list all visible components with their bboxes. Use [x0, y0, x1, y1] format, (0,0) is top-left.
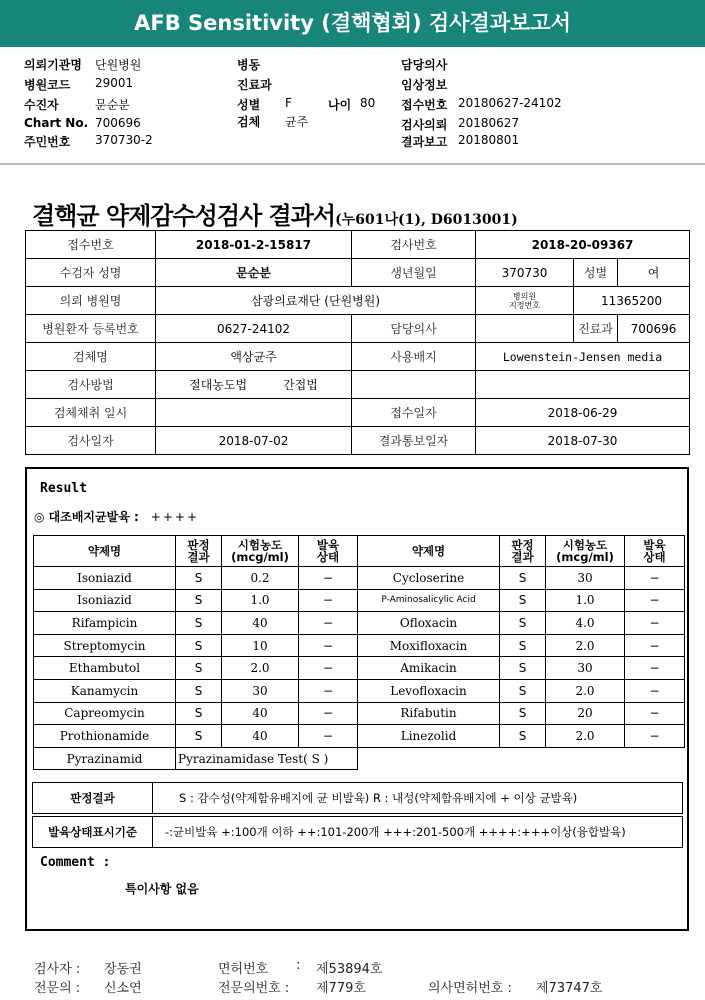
info-label: 진료과	[237, 78, 272, 92]
table-row	[34, 725, 685, 748]
document-title-text: 결핵균 약제감수성검사 결과서	[32, 201, 336, 230]
table-row	[34, 589, 685, 612]
table-row	[26, 427, 690, 455]
info-label: 접수번호	[401, 98, 448, 112]
info-label: 병원코드	[24, 78, 71, 92]
drug-name: Isoniazid	[34, 567, 176, 590]
patient-name: 문순분	[156, 259, 352, 287]
judge-result: S	[176, 567, 222, 590]
info-row	[24, 96, 130, 113]
tester-name: 장동권	[104, 962, 142, 977]
table-row	[34, 747, 685, 770]
drug-table	[33, 535, 685, 770]
drug-name: Ethambutol	[34, 657, 176, 680]
document-title	[32, 196, 518, 231]
license-label: 면허번호	[218, 962, 269, 977]
hospital-no-label-2: 지정번호	[509, 300, 540, 310]
judge-result: S	[500, 634, 546, 657]
medium-label: 사용배지	[352, 343, 476, 371]
drug-name: Capreomycin	[34, 702, 176, 725]
info-value: 20180801	[458, 133, 520, 147]
growth-state: −	[625, 589, 685, 612]
header-judge-2: 결과	[187, 550, 210, 564]
test-concentration: 40	[222, 612, 299, 635]
control-label: ◎ 대조배지균발육 :	[34, 510, 139, 524]
test-concentration: 2.0	[546, 725, 625, 748]
header-conc-1: 시험농도	[237, 538, 283, 552]
table-row	[33, 817, 683, 848]
table-row	[34, 679, 685, 702]
hospital-no-label	[476, 287, 574, 315]
growth-state: −	[625, 567, 685, 590]
drug-name: Moxifloxacin	[358, 634, 500, 657]
info-value: 370730-2	[95, 133, 153, 147]
info-label: Chart No.	[24, 116, 89, 130]
drug-name: P-Aminosalicylic Acid	[358, 589, 500, 612]
dob-label: 생년월일	[352, 259, 476, 287]
table-row	[26, 315, 690, 343]
header-judge	[500, 536, 546, 567]
header-judge-2: 결과	[511, 550, 534, 564]
legend-table	[32, 782, 683, 848]
drug-name: Rifampicin	[34, 612, 176, 635]
growth-state: −	[625, 634, 685, 657]
drug-name: Ofloxacin	[358, 612, 500, 635]
header-growth-2: 상태	[316, 550, 340, 564]
sex-label: 성별	[574, 259, 618, 287]
info-label: 검사의뢰	[401, 118, 448, 132]
age-value: 80	[360, 96, 376, 110]
header-growth	[625, 536, 685, 567]
growth-legend-label: 발육상태표시기준	[33, 817, 153, 848]
method-2: 간접법	[283, 378, 318, 392]
info-row	[401, 116, 520, 133]
growth-state: −	[625, 725, 685, 748]
judge-result: S	[176, 634, 222, 657]
info-value: 20180627	[458, 116, 520, 130]
hospital-label: 의뢰 병원명	[26, 287, 156, 315]
info-row	[401, 76, 447, 93]
hospital-name: 삼광의료재단 (단원병원)	[156, 287, 476, 315]
judge-result: S	[176, 702, 222, 725]
notify-date: 2018-07-30	[476, 427, 690, 455]
header-judge-1: 판정	[511, 538, 534, 552]
judge-result: S	[500, 657, 546, 680]
judge-result: S	[176, 725, 222, 748]
drug-name: Kanamycin	[34, 679, 176, 702]
doctor-license-label: 의사면허번호 :	[428, 981, 512, 996]
info-label: 수진자	[24, 98, 59, 112]
specimen: 액상균주	[156, 343, 352, 371]
header-conc-2: (mcg/ml)	[556, 550, 614, 564]
header-growth	[299, 536, 358, 567]
growth-state: −	[299, 702, 358, 725]
test-concentration: 10	[222, 634, 299, 657]
comment-label: Comment :	[40, 855, 111, 870]
info-row	[401, 56, 447, 73]
info-label: 담당의사	[401, 58, 448, 72]
info-label: 의뢰기관명	[24, 58, 82, 72]
table-row	[26, 259, 690, 287]
test-concentration: 4.0	[546, 612, 625, 635]
patient-info-table	[25, 230, 690, 455]
test-concentration: 2.0	[546, 679, 625, 702]
growth-state: −	[299, 634, 358, 657]
info-label: 결과보고	[401, 135, 448, 149]
drug-name: Linezolid	[358, 725, 500, 748]
table-row	[34, 567, 685, 590]
specialist-no-label: 전문의번호 :	[218, 981, 290, 996]
info-value: 문순분	[95, 98, 130, 112]
table-row	[26, 287, 690, 315]
license-no: 제53894호	[316, 962, 383, 977]
judge-result: S	[500, 589, 546, 612]
info-value: 700696	[95, 116, 141, 130]
hospital-no-label-1: 병의원	[512, 291, 537, 301]
test-concentration: 30	[222, 679, 299, 702]
drug-name: Amikacin	[358, 657, 500, 680]
growth-state: −	[625, 679, 685, 702]
test-date: 2018-07-02	[156, 427, 352, 455]
test-concentration: 40	[222, 702, 299, 725]
growth-state: −	[299, 679, 358, 702]
growth-state: −	[299, 612, 358, 635]
result-label: Result	[40, 481, 87, 496]
patient-no: 0627-24102	[156, 315, 352, 343]
doctor-license-no: 제73747호	[536, 981, 603, 996]
header-growth-1: 발육	[316, 538, 340, 552]
dob: 370730	[476, 259, 574, 287]
pza-test: Pyrazinamidase Test( S )	[176, 747, 358, 770]
growth-state: −	[625, 612, 685, 635]
growth-state: −	[299, 589, 358, 612]
info-label: 임상정보	[401, 78, 448, 92]
drug-name: Rifabutin	[358, 702, 500, 725]
specialist-name: 신소연	[104, 981, 142, 996]
growth-legend-text: -:균비발육 +:100개 이하 ++:101-200개 +++:201-500개 ++++:+++이상(융합발육)	[153, 817, 683, 848]
empty-cell	[476, 371, 690, 399]
specialist-no: 제779호	[316, 981, 366, 996]
doctor-label: 담당의사	[352, 315, 476, 343]
age-row	[328, 96, 376, 113]
judge-result: S	[500, 679, 546, 702]
test-concentration: 0.2	[222, 567, 299, 590]
growth-state: −	[299, 657, 358, 680]
info-row	[401, 96, 562, 113]
notify-label: 결과통보일자	[352, 427, 476, 455]
license-colon: :	[296, 958, 301, 973]
name-label: 수검자 성명	[26, 259, 156, 287]
drug-name: Cycloserine	[358, 567, 500, 590]
test-concentration: 1.0	[222, 589, 299, 612]
drug-name: Levofloxacin	[358, 679, 500, 702]
test-concentration: 40	[222, 725, 299, 748]
info-value: 균주	[285, 115, 309, 129]
drug-name: Streptomycin	[34, 634, 176, 657]
header-growth-1: 발육	[643, 538, 666, 552]
received-label: 접수일자	[352, 399, 476, 427]
test-concentration: 2.0	[546, 634, 625, 657]
test-concentration: 1.0	[546, 589, 625, 612]
table-row	[34, 702, 685, 725]
table-row	[26, 231, 690, 259]
info-value: 20180627-24102	[458, 96, 562, 110]
received-date: 2018-06-29	[476, 399, 690, 427]
table-row	[26, 343, 690, 371]
header-growth-2: 상태	[643, 550, 666, 564]
table-row	[34, 657, 685, 680]
empty-cell	[352, 371, 476, 399]
growth-state: −	[299, 567, 358, 590]
info-row	[237, 76, 272, 93]
info-label: 병동	[237, 58, 261, 72]
medium: Lowenstein-Jensen media	[476, 343, 690, 371]
judge-result: S	[176, 679, 222, 702]
test-concentration: 2.0	[222, 657, 299, 680]
age-label: 나이	[328, 98, 352, 112]
info-value: 29001	[95, 76, 134, 90]
test-concentration: 20	[546, 702, 625, 725]
method-label: 검사방법	[26, 371, 156, 399]
empty-cell	[358, 747, 685, 770]
judge-result: S	[176, 612, 222, 635]
info-row	[24, 56, 142, 73]
header-drug: 약제명	[358, 536, 500, 567]
info-row	[237, 113, 309, 130]
header-conc-2: (mcg/ml)	[231, 550, 289, 564]
dept: 700696	[618, 315, 690, 343]
growth-state: −	[625, 657, 685, 680]
method	[156, 371, 352, 399]
judge-legend-label: 판정결과	[33, 783, 153, 814]
info-row	[237, 56, 260, 73]
judge-result: S	[176, 589, 222, 612]
hospital-no: 11365200	[574, 287, 690, 315]
report-title: AFB Sensitivity (결핵협회) 검사결과보고서	[134, 11, 571, 35]
drug-name: Pyrazinamid	[34, 747, 176, 770]
info-row	[237, 96, 292, 113]
judge-legend-text: S : 감수성(약제함유배지에 균 비발육) R : 내성(약제함유배지에 + 이상 균발육)	[153, 783, 683, 814]
judge-result: S	[500, 612, 546, 635]
test-no-label: 검사번호	[352, 231, 476, 259]
tester-label: 검사자 :	[34, 962, 81, 977]
specialist-label: 전문의 :	[34, 981, 81, 996]
table-row	[33, 783, 683, 814]
sex: 여	[618, 259, 690, 287]
reception-no: 2018-01-2-15817	[156, 231, 352, 259]
collect-label: 검체채취 일시	[26, 399, 156, 427]
info-row	[24, 133, 153, 150]
header-conc	[546, 536, 625, 567]
method-1: 절대농도법	[189, 378, 248, 392]
judge-result: S	[176, 657, 222, 680]
test-concentration: 30	[546, 657, 625, 680]
judge-result: S	[500, 567, 546, 590]
doctor	[476, 315, 574, 343]
header-judge-1: 판정	[187, 538, 210, 552]
growth-state: −	[625, 702, 685, 725]
header-conc-1: 시험농도	[562, 538, 608, 552]
table-row	[26, 371, 690, 399]
info-row	[401, 133, 520, 150]
drug-rows	[34, 567, 685, 770]
table-row	[34, 634, 685, 657]
header-judge	[176, 536, 222, 567]
collect-date	[156, 399, 352, 427]
table-row	[34, 612, 685, 635]
info-label: 성별	[237, 98, 261, 112]
growth-state: −	[299, 725, 358, 748]
drug-name: Prothionamide	[34, 725, 176, 748]
info-label: 검체	[237, 115, 261, 129]
drug-name: Isoniazid	[34, 589, 176, 612]
control-growth	[34, 508, 199, 525]
table-row	[26, 399, 690, 427]
dept-label: 진료과	[574, 315, 618, 343]
test-date-label: 검사일자	[26, 427, 156, 455]
comment-text: 특이사항 없음	[125, 882, 199, 896]
header-drug: 약제명	[34, 536, 176, 567]
judge-result: S	[500, 702, 546, 725]
specimen-label: 검체명	[26, 343, 156, 371]
form-code: (누601나(1), D6013001)	[335, 212, 518, 228]
header-conc	[222, 536, 299, 567]
info-value: F	[285, 96, 292, 110]
control-value: ++++	[150, 510, 199, 524]
patient-no-label: 병원환자 등록번호	[26, 315, 156, 343]
test-concentration: 30	[546, 567, 625, 590]
info-row	[24, 116, 141, 130]
info-value: 단원병원	[95, 58, 142, 72]
divider	[0, 163, 705, 165]
info-label: 주민번호	[24, 135, 71, 149]
reception-no-label: 접수번호	[26, 231, 156, 259]
table-header-row	[34, 536, 685, 567]
judge-result: S	[500, 725, 546, 748]
info-row	[24, 76, 134, 93]
test-no: 2018-20-09367	[476, 231, 690, 259]
